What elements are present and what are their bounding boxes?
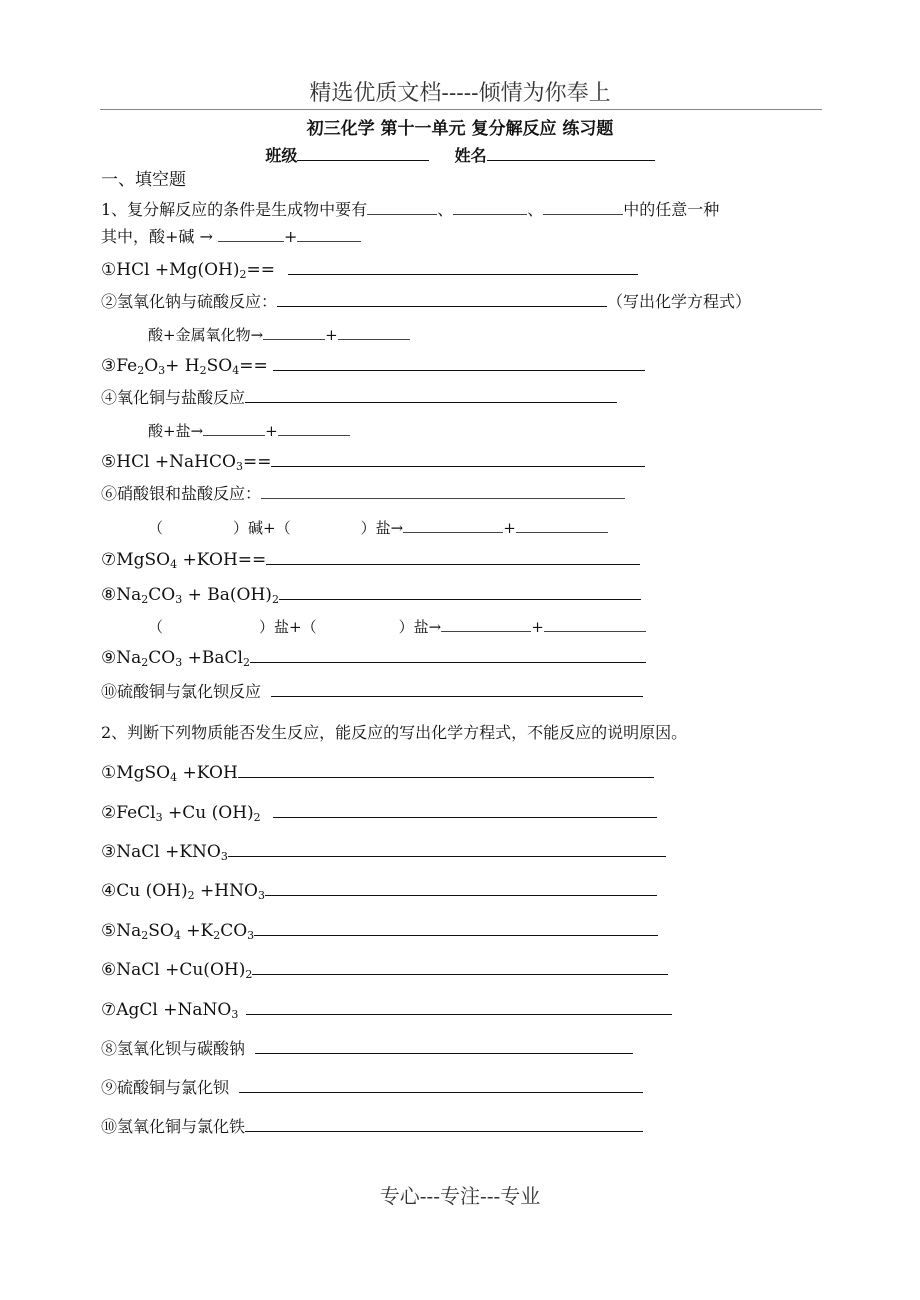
blank[interactable] <box>403 519 503 533</box>
blank[interactable] <box>297 228 361 242</box>
item-6: ⑥硝酸银和盐酸反应： <box>101 484 625 504</box>
blank[interactable] <box>338 326 410 340</box>
blank[interactable] <box>218 228 284 242</box>
name-field[interactable] <box>487 145 655 161</box>
section1-heading: 一、填空题 <box>101 170 186 190</box>
item-3: $③Fe_2O_3+ H_2SO_4==$ <box>101 355 645 376</box>
answer-line[interactable] <box>266 549 640 565</box>
item-7: ⑦MgSO$_4$ +KOH== <box>101 549 640 570</box>
item-4: ④氧化铜与盐酸反应 <box>101 387 617 408</box>
item-10: ⑩硫酸铜与氯化钡反应 <box>101 681 643 702</box>
answer-line[interactable] <box>228 841 666 857</box>
reaction-6: ⑥NaCl $+Cu(OH)_2$ <box>101 959 668 980</box>
reaction-7: ⑦AgCl +NaNO$_3$ <box>101 999 672 1020</box>
item-2: ②氢氧化钠与硫酸反应： （写出化学方程式） <box>101 292 752 311</box>
reaction-1: ①MgSO$_4$ +KOH <box>101 762 654 783</box>
item-1: ①HCl $+Mg(OH)_2==$ <box>101 259 638 280</box>
item-9: $⑨Na_2CO_3$ +BaCl$_2$ <box>101 647 646 668</box>
answer-line[interactable] <box>288 259 638 275</box>
item-5: ⑤HCl +NaHCO$_3$== <box>101 451 645 472</box>
answer-line[interactable] <box>277 291 607 307</box>
page-header: 精选优质文档-----倾情为你奉上 <box>309 81 611 106</box>
reaction-3: ③NaCl $+KNO_3$ <box>101 841 666 862</box>
category-base-salt: （ ）碱+（ ）盐→ + <box>148 518 608 538</box>
reaction-9: ⑨硫酸铜与氯化钡 <box>101 1077 643 1098</box>
reaction-10: ⑩氢氧化铜与氯化铁 <box>101 1116 643 1137</box>
answer-line[interactable] <box>261 485 625 499</box>
blank[interactable] <box>516 519 608 533</box>
answer-line[interactable] <box>245 1116 643 1132</box>
blank[interactable] <box>453 201 527 215</box>
blank[interactable] <box>203 422 265 436</box>
answer-line[interactable] <box>252 959 668 975</box>
blank[interactable] <box>441 618 531 632</box>
blank[interactable] <box>543 201 623 215</box>
reaction-4: ④Cu $(OH)_2 +HNO_3$ <box>101 880 657 901</box>
answer-line[interactable] <box>271 681 643 697</box>
reaction-2: ②FeCl$_3$ +Cu $(OH)_2$ <box>101 802 657 823</box>
category-acid-metal-oxide: 酸+金属氧化物→ + <box>148 325 410 345</box>
q1-intro: 1、复分解反应的条件是生成物中要有 、 、 中的任意一种 <box>101 200 720 219</box>
class-field[interactable] <box>297 145 429 161</box>
category-salt-salt: （ ）盐+（ ）盐→ + <box>148 617 646 637</box>
reaction-8: ⑧氢氧化钡与碳酸钠 <box>101 1038 633 1059</box>
answer-line[interactable] <box>238 762 654 778</box>
answer-line[interactable] <box>250 647 646 663</box>
answer-line[interactable] <box>279 584 641 600</box>
answer-line[interactable] <box>255 1038 633 1054</box>
header-divider <box>100 109 822 110</box>
answer-line[interactable] <box>239 1077 643 1093</box>
answer-line[interactable] <box>265 880 657 896</box>
answer-line[interactable] <box>271 451 645 467</box>
blank[interactable] <box>367 201 437 215</box>
name-label: 姓名 <box>454 146 487 165</box>
answer-line[interactable] <box>273 355 645 371</box>
answer-line[interactable] <box>273 802 657 818</box>
blank[interactable] <box>544 618 646 632</box>
item-8: $⑧Na_2CO_3 + Ba(OH)_2$ <box>101 584 641 605</box>
class-label: 班级 <box>265 146 298 165</box>
page-footer: 专心---专注---专业 <box>379 1184 541 1208</box>
q2-intro: 2、判断下列物质能否发生反应，能反应的写出化学方程式，不能反应的说明原因。 <box>101 723 688 742</box>
q1-acid-base: 其中，酸+碱 → + <box>101 227 361 247</box>
worksheet-title: 初三化学 第十一单元 复分解反应 练习题 <box>306 119 614 139</box>
blank[interactable] <box>278 422 350 436</box>
blank[interactable] <box>263 326 325 340</box>
answer-line[interactable] <box>254 920 658 936</box>
reaction-5: $⑤Na_2SO_4 +K_2CO_3$ <box>101 920 658 941</box>
answer-line[interactable] <box>246 999 672 1015</box>
student-info <box>0 143 920 166</box>
answer-line[interactable] <box>245 387 617 403</box>
category-acid-salt: 酸+盐→ + <box>148 421 350 441</box>
